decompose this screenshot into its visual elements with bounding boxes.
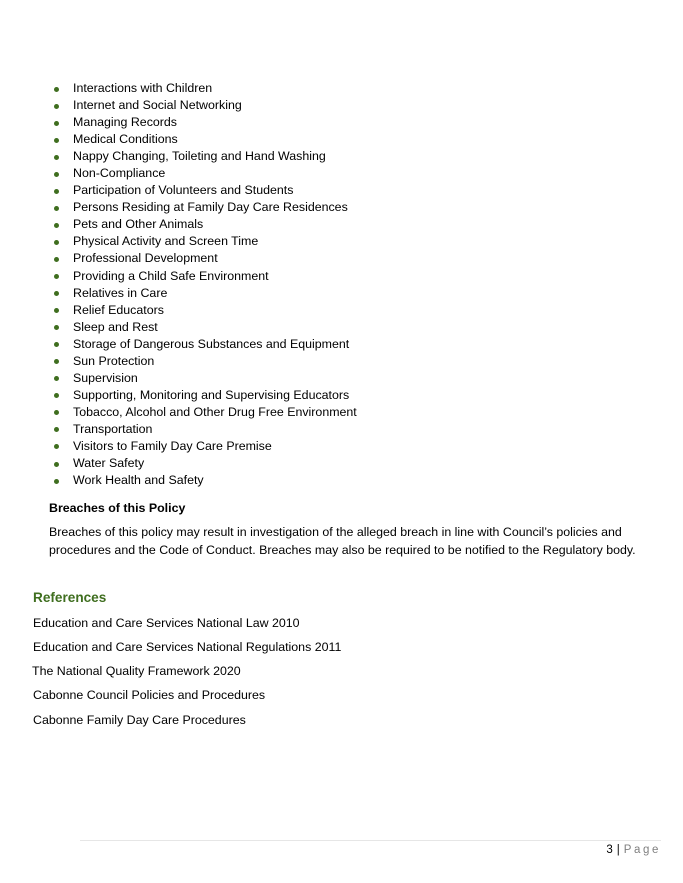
bullet-icon (54, 172, 59, 177)
list-item (50, 268, 357, 285)
list-item-label: Nappy Changing, Toileting and Hand Washing (73, 149, 326, 164)
bullet-icon (54, 308, 59, 313)
list-item (50, 131, 357, 148)
bullet-icon (54, 410, 59, 415)
bullet-icon (54, 427, 59, 432)
list-item (50, 370, 357, 387)
list-item (50, 233, 357, 250)
breaches-heading: Breaches of this Policy (49, 501, 186, 515)
bullet-icon (54, 359, 59, 364)
list-item (50, 319, 357, 336)
reference-item: Cabonne Council Policies and Procedures (33, 688, 266, 702)
list-item-label: Physical Activity and Screen Time (73, 234, 259, 249)
list-item (50, 165, 357, 182)
bullet-icon (54, 325, 59, 330)
bullet-icon (54, 87, 59, 92)
list-item (50, 387, 357, 404)
list-item-label: Work Health and Safety (73, 473, 204, 488)
list-item (50, 80, 357, 97)
list-item-label: Sleep and Rest (73, 319, 158, 334)
list-item (50, 438, 357, 455)
footer-divider (80, 840, 661, 841)
bullet-icon (54, 376, 59, 381)
list-item (50, 472, 357, 489)
list-item (50, 199, 357, 216)
list-item (50, 97, 357, 114)
list-item-label: Providing a Child Safe Environment (73, 268, 269, 283)
list-item (50, 148, 357, 165)
list-item (50, 336, 357, 353)
references-heading: References (33, 590, 107, 605)
list-item (50, 455, 357, 472)
bullet-icon (54, 444, 59, 449)
bullet-icon (54, 393, 59, 398)
list-item-label: Sun Protection (73, 353, 155, 368)
page-number: 3 (606, 844, 613, 856)
list-item (50, 353, 357, 370)
list-item-label: Supporting, Monitoring and Supervising Educators (73, 387, 350, 402)
list-item (50, 404, 357, 421)
list-item (50, 216, 357, 233)
reference-item: Cabonne Family Day Care Procedures (33, 713, 246, 727)
list-item-label: Professional Development (73, 251, 218, 266)
bullet-icon (54, 240, 59, 245)
bullet-icon (54, 104, 59, 109)
list-item-label: Persons Residing at Family Day Care Residences (73, 200, 348, 215)
page-footer (606, 843, 661, 857)
page-label: Page (623, 844, 661, 856)
bullet-icon (54, 223, 59, 228)
bullet-icon (54, 155, 59, 160)
bullet-icon (54, 138, 59, 143)
list-item (50, 285, 357, 302)
footer-separator: | (616, 844, 620, 856)
reference-item: Education and Care Services National Regulations 2011 (33, 640, 342, 654)
list-item (50, 182, 357, 199)
bullet-icon (54, 257, 59, 262)
list-item-label: Non-Compliance (73, 166, 166, 181)
list-item (50, 421, 357, 438)
list-item-label: Interactions with Children (73, 81, 213, 95)
policy-bullet-list (50, 80, 357, 489)
list-item (50, 302, 357, 319)
reference-item: The National Quality Framework 2020 (32, 664, 241, 678)
bullet-icon (54, 274, 59, 279)
list-item (50, 114, 357, 131)
reference-item: Education and Care Services National Law 2010 (33, 616, 300, 630)
list-item-label: Supervision (73, 370, 138, 385)
list-item-label: Relatives in Care (73, 285, 168, 300)
list-item-label: Participation of Volunteers and Students (73, 183, 294, 198)
bullet-icon (54, 462, 59, 467)
bullet-icon (54, 342, 59, 347)
list-item-label: Storage of Dangerous Substances and Equipment (73, 336, 350, 351)
list-item-label: Internet and Social Networking (73, 98, 242, 113)
list-item-label: Medical Conditions (73, 132, 178, 147)
list-item (50, 250, 357, 267)
list-item-label: Tobacco, Alcohol and Other Drug Free Environment (73, 404, 357, 419)
list-item-label: Visitors to Family Day Care Premise (73, 438, 272, 453)
bullet-icon (54, 121, 59, 126)
list-item-label: Pets and Other Animals (73, 217, 204, 232)
list-item-label: Transportation (73, 421, 153, 436)
bullet-icon (54, 189, 59, 194)
list-item-label: Managing Records (73, 115, 178, 130)
bullet-icon (54, 291, 59, 296)
bullet-icon (54, 206, 59, 211)
bullet-icon (54, 479, 59, 484)
list-item-label: Water Safety (73, 456, 145, 471)
breaches-paragraph: Breaches of this policy may result in investigation of the alleged breach in line with Council’s policies and procedures and the Code of Conduct. Breaches may also be required to be notified to the Regulatory body. (49, 525, 636, 557)
list-item-label: Relief Educators (73, 302, 164, 317)
